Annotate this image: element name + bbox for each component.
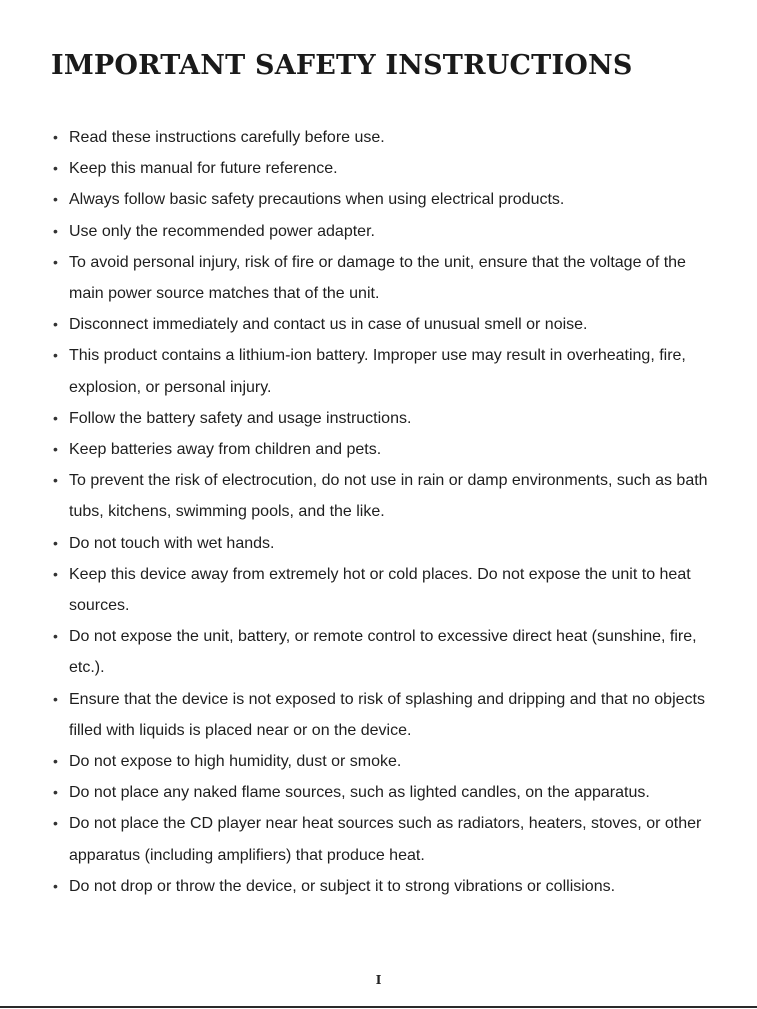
bullet-icon: •	[53, 815, 58, 832]
list-item	[52, 340, 720, 402]
bullet-icon: •	[53, 753, 58, 770]
list-item-text: Do not place the CD player near heat sources such as radiators, heaters, stoves, or other apparatus (including amplifiers) that produce heat.	[69, 815, 702, 864]
list-item	[52, 559, 720, 621]
bullet-icon: •	[53, 565, 58, 582]
bullet-icon: •	[53, 347, 58, 364]
list-item-text: Ensure that the device is not exposed to risk of splashing and dripping and that no objects filled with liquids is placed near or on the device.	[69, 690, 705, 739]
list-item-text: Disconnect immediately and contact us in case of unusual smell or noise.	[69, 316, 588, 334]
page-title: IMPORTANT SAFETY INSTRUCTIONS	[51, 50, 633, 81]
list-item	[52, 122, 720, 153]
list-item	[52, 184, 720, 215]
list-item	[52, 434, 720, 465]
list-item	[52, 746, 720, 777]
bullet-icon: •	[53, 191, 58, 208]
list-item-text: Keep this device away from extremely hot or cold places. Do not expose the unit to heat sources.	[69, 565, 691, 615]
bullet-icon: •	[53, 409, 58, 426]
page-bottom-divider	[0, 1006, 757, 1008]
bullet-icon: •	[53, 129, 58, 145]
list-item-text: Use only the recommended power adapter.	[69, 222, 375, 240]
bullet-icon: •	[53, 628, 58, 645]
bullet-icon: •	[53, 877, 58, 894]
list-item-text: Do not place any naked flame sources, such as lighted candles, on the apparatus.	[69, 784, 650, 802]
list-item-text: Keep batteries away from children and pets.	[69, 441, 382, 459]
list-item-text: Read these instructions carefully before use.	[69, 129, 385, 146]
bullet-icon: •	[53, 472, 58, 489]
list-item-text: Always follow basic safety precautions when using electrical products.	[69, 191, 565, 209]
list-item	[52, 247, 720, 309]
bullet-icon: •	[53, 441, 58, 458]
list-item-text: Keep this manual for future reference.	[69, 160, 338, 178]
bullet-icon: •	[53, 316, 58, 333]
bullet-icon: •	[53, 222, 58, 239]
list-item-text: Do not expose the unit, battery, or remote control to excessive direct heat (sunshine, fire, etc.).	[69, 628, 697, 677]
bullet-icon: •	[53, 253, 58, 270]
list-item-text: Follow the battery safety and usage instructions.	[69, 409, 412, 427]
list-item	[52, 153, 720, 184]
list-item	[52, 684, 720, 746]
bullet-icon: •	[53, 784, 58, 801]
bullet-icon: •	[53, 534, 58, 551]
list-item	[52, 216, 720, 247]
page-number: I	[375, 973, 382, 987]
list-item-text: Do not expose to high humidity, dust or smoke.	[69, 753, 402, 771]
list-item	[52, 777, 720, 808]
list-item	[52, 403, 720, 434]
list-item	[52, 528, 720, 559]
list-item-text: Do not touch with wet hands.	[69, 534, 275, 552]
list-item	[52, 621, 720, 683]
list-item-text: Do not drop or throw the device, or subject it to strong vibrations or collisions.	[69, 877, 616, 895]
bullet-icon: •	[53, 160, 58, 177]
safety-instructions-list	[52, 122, 720, 902]
list-item	[52, 309, 720, 340]
list-item	[52, 465, 720, 527]
bullet-icon: •	[53, 690, 58, 707]
list-item-text: This product contains a lithium-ion battery. Improper use may result in overheating, fire, explosion, or personal injury.	[69, 347, 686, 396]
list-item	[52, 808, 720, 870]
list-item-text: To avoid personal injury, risk of fire or damage to the unit, ensure that the voltage of the main power source matches that of the unit.	[69, 253, 686, 303]
list-item-text: To prevent the risk of electrocution, do not use in rain or damp environments, such as bath tubs, kitchens, swimming pools, and the like.	[69, 472, 708, 521]
list-item	[52, 871, 720, 902]
